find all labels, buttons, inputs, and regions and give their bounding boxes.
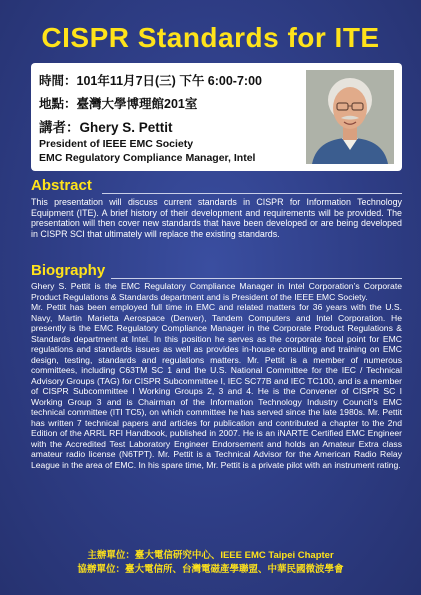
biography-paragraph-1: Ghery S. Pettit is the EMC Regulatory Compliance Manager in Intel Corporation’s Corporate Product Regulations & Standards department and is President of the IEEE EMC Society. [31, 281, 402, 302]
info-box [31, 63, 402, 171]
speaker-name: 講者：Ghery S. Pettit [39, 120, 173, 135]
speaker-role-1: President of IEEE EMC Society [39, 138, 194, 150]
host-organizers: 主辦單位：臺大電信研究中心、IEEE EMC Taipei Chapter [87, 550, 334, 561]
speaker-photo [306, 70, 394, 164]
abstract-divider [102, 193, 402, 194]
abstract-heading: Abstract [31, 177, 92, 194]
abstract-text: This presentation will discuss current standards in CISPR for Information Technology Equipment (ITE). A brief history of their development and requirements will be provided. The presentation will then cover new standards that have been developed or are being developed in CISPR SCI that ultimately will replace the existing standards. [31, 197, 402, 239]
event-time: 時間：101年11月7日(三) 下午 6:00-7:00 [39, 74, 262, 88]
poster-title: CISPR Standards for ITE [41, 22, 380, 53]
biography-divider [111, 278, 402, 279]
biography-text [31, 281, 402, 470]
biography-paragraph-2: Mr. Pettit has been employed full time in EMC and related matters for 36 years with the U.S. Navy, Martin Marietta Aerospace (Denver), Tandem Computers and Intel Corporation. He presently is the EMC Regulatory Compliance Manager in the Corporate Product Regulations & Standards department at Intel. In this position he serves as the corporate focal point for EMC regulations and standards issues as well as provides in-house consulting and training on EMC design, testing, standards and regulations matters. Mr. Pettit is a member of numerous committees, including C63TM SC 1 and the U.S. National Committee for the IEC / Technical Advisory Groups (TAG) for CISPR Subcommittee I, IEC SC77B and IEC TC100, and is a member of CISPR Subcommittee I Working Groups 2, 3 and 4. He is the Convener of CISPR SC I Working Group 3 and is Chairman of the Information Technology Industry Council’s EMC technical committee (ITI TC5), on which committee he has served since the late 1980s. Mr. Pettit has written 7 technical papers and articles for publication and contributed a chapter to the 2nd Edition of the ARRL RFI Handbook, published in 2007. He is an iNARTE Certified EMC Engineer with the Accredited Test Laboratory Engineer Endorsement and holds an Amateur Extra class amateur radio license (N6TPT). Mr. Pettit is a Technical Advisor for the American Radio Relay League in the area of EMC. In his spare time, Mr. Pettit is a private pilot with an instrument rating. [31, 302, 402, 470]
speaker-portrait-image [306, 70, 394, 164]
co-organizers: 協辦單位：臺大電信所、台灣電磁產學聯盟、中華民國微波學會 [77, 564, 344, 575]
biography-heading: Biography [31, 262, 106, 279]
speaker-role-2: EMC Regulatory Compliance Manager, Intel [39, 152, 256, 164]
event-place: 地點：臺灣大學博理館201室 [39, 97, 198, 111]
